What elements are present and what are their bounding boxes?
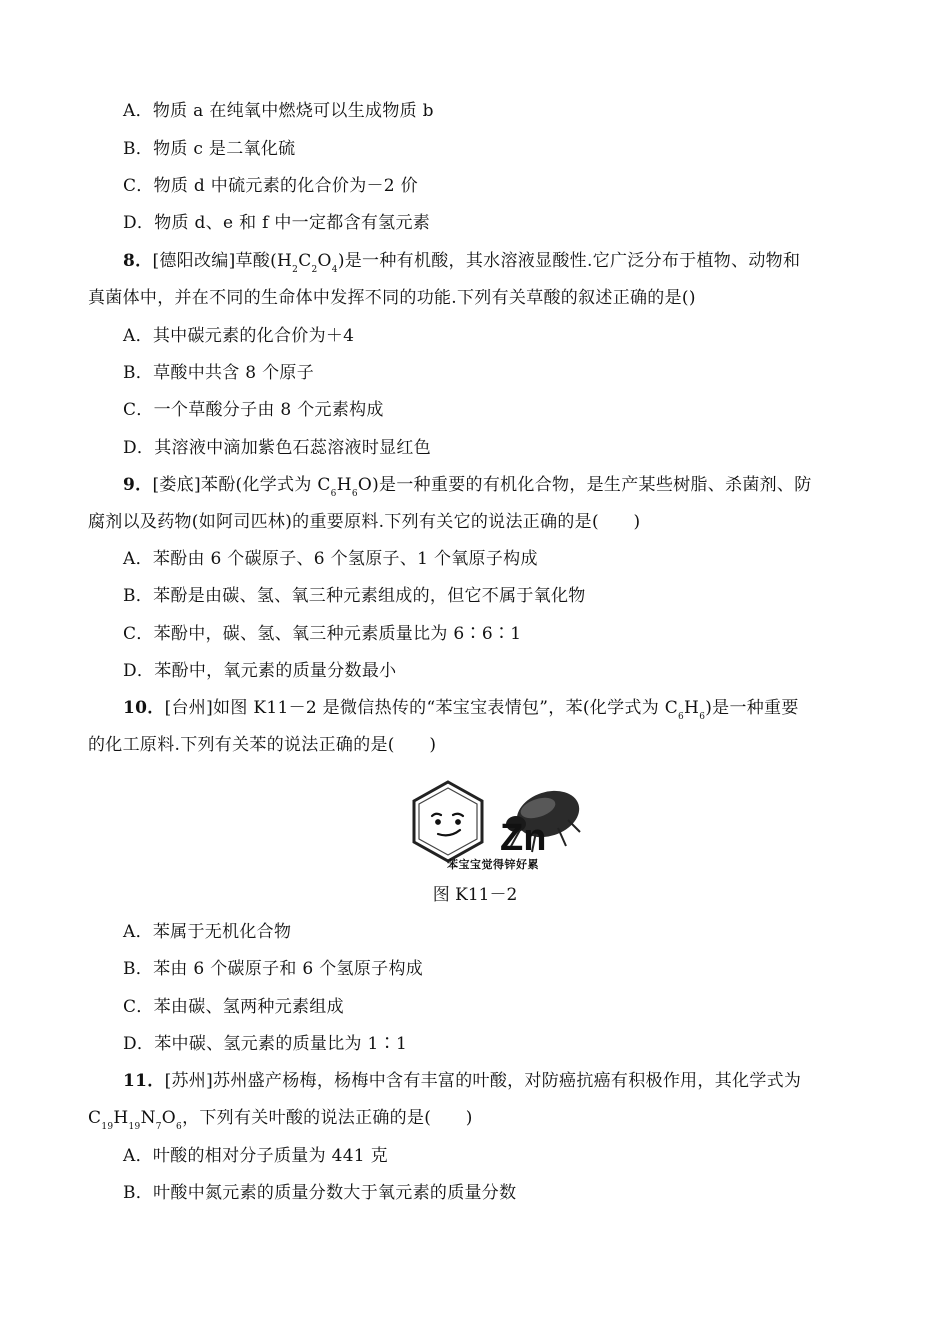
smirk-face-icon [432,814,463,836]
q11-option-a: A．叶酸的相对分子质量为 441 克 [123,1146,388,1166]
q9-stem-line1: 9．[娄底]苯酚(化学式为 $C_6H_6O$)是一种重要的有机化合物，是生产某些树脂、杀菌剂、防 [123,475,812,499]
q9-stem-line2: 腐剂以及药物(如阿司匹林)的重要原料.下列有关它的说法正确的是( ) [88,512,641,532]
q9-number: 9． [123,475,153,495]
figure-image-caption: 苯宝宝觉得锌好累 [447,858,539,871]
q11-number: 11． [123,1071,165,1091]
q9-option-c: C．苯酚中，碳、氢、氧三种元素质量比为 6∶6∶1 [123,624,522,644]
q10-option-b: B．苯由 6 个碳原子和 6 个氢原子构成 [123,959,424,979]
q7-option-b: B．物质 c 是二氧化硫 [123,139,296,159]
q7-option-a: A．物质 a 在纯氧中燃烧可以生成物质 b [123,101,434,121]
q11-option-b: B．叶酸中氮元素的质量分数大于氧元素的质量分数 [123,1183,517,1203]
q11-stem-line1: 11．[苏州]苏州盛产杨梅，杨梅中含有丰富的叶酸，对防癌抗癌有积极作用，其化学式为 [123,1071,802,1091]
q10-option-d: D．苯中碳、氢元素的质量比为 1∶1 [123,1034,408,1054]
benzene-inner-ring-icon [419,788,477,855]
q9-option-d: D．苯酚中，氧元素的质量分数最小 [123,661,397,681]
q8-option-a: A．其中碳元素的化合价为＋4 [123,326,355,346]
q8-number: 8． [123,251,153,271]
benzene-hexagon-icon [414,782,482,861]
q10-stem-line2: 的化工原料.下列有关苯的说法正确的是( ) [88,735,437,755]
q8-stem-line1: 8．[德阳改编]草酸$(H_2C_2O_4)$是一种有机酸，其水溶液显酸性.它广泛分布于植物、动物和 [123,251,801,275]
q11-stem-line2: $C_{19}H_{19}N_7O_6$，下列有关叶酸的说法正确的是( ) [88,1108,473,1132]
q8-option-d: D．其溶液中滴加紫色石蕊溶液时显红色 [123,438,432,458]
q7-option-c: C．物质 d 中硫元素的化合价为－2 价 [123,176,418,196]
q10-option-a: A．苯属于无机化合物 [123,922,292,942]
q9-option-b: B．苯酚是由碳、氢、氧三种元素组成的，但它不属于氧化物 [123,586,586,606]
figure-caption: 图 K11－2 [432,885,518,905]
q8-stem-line2: 真菌体中，并在不同的生命体中发挥不同的功能.下列有关草酸的叙述正确的是() [88,288,696,308]
q10-stem-line1: 10．[台州]如图 K11－2 是微信热传的“苯宝宝表情包”，苯(化学式为 $C_6H_6$)是一种重要 [123,698,799,722]
q7-option-d: D．物质 d、e 和 f 中一定都含有氢元素 [123,213,431,233]
q8-option-c: C．一个草酸分子由 8 个元素构成 [123,400,384,420]
zinc-symbol-text: Zn [500,817,547,859]
q8-option-b: B．草酸中共含 8 个原子 [123,363,315,383]
q10-number: 10． [123,698,165,718]
q10-option-c: C．苯由碳、氢两种元素组成 [123,997,344,1017]
q9-option-a: A．苯酚由 6 个碳原子、6 个氢原子、1 个氧原子构成 [123,549,538,569]
